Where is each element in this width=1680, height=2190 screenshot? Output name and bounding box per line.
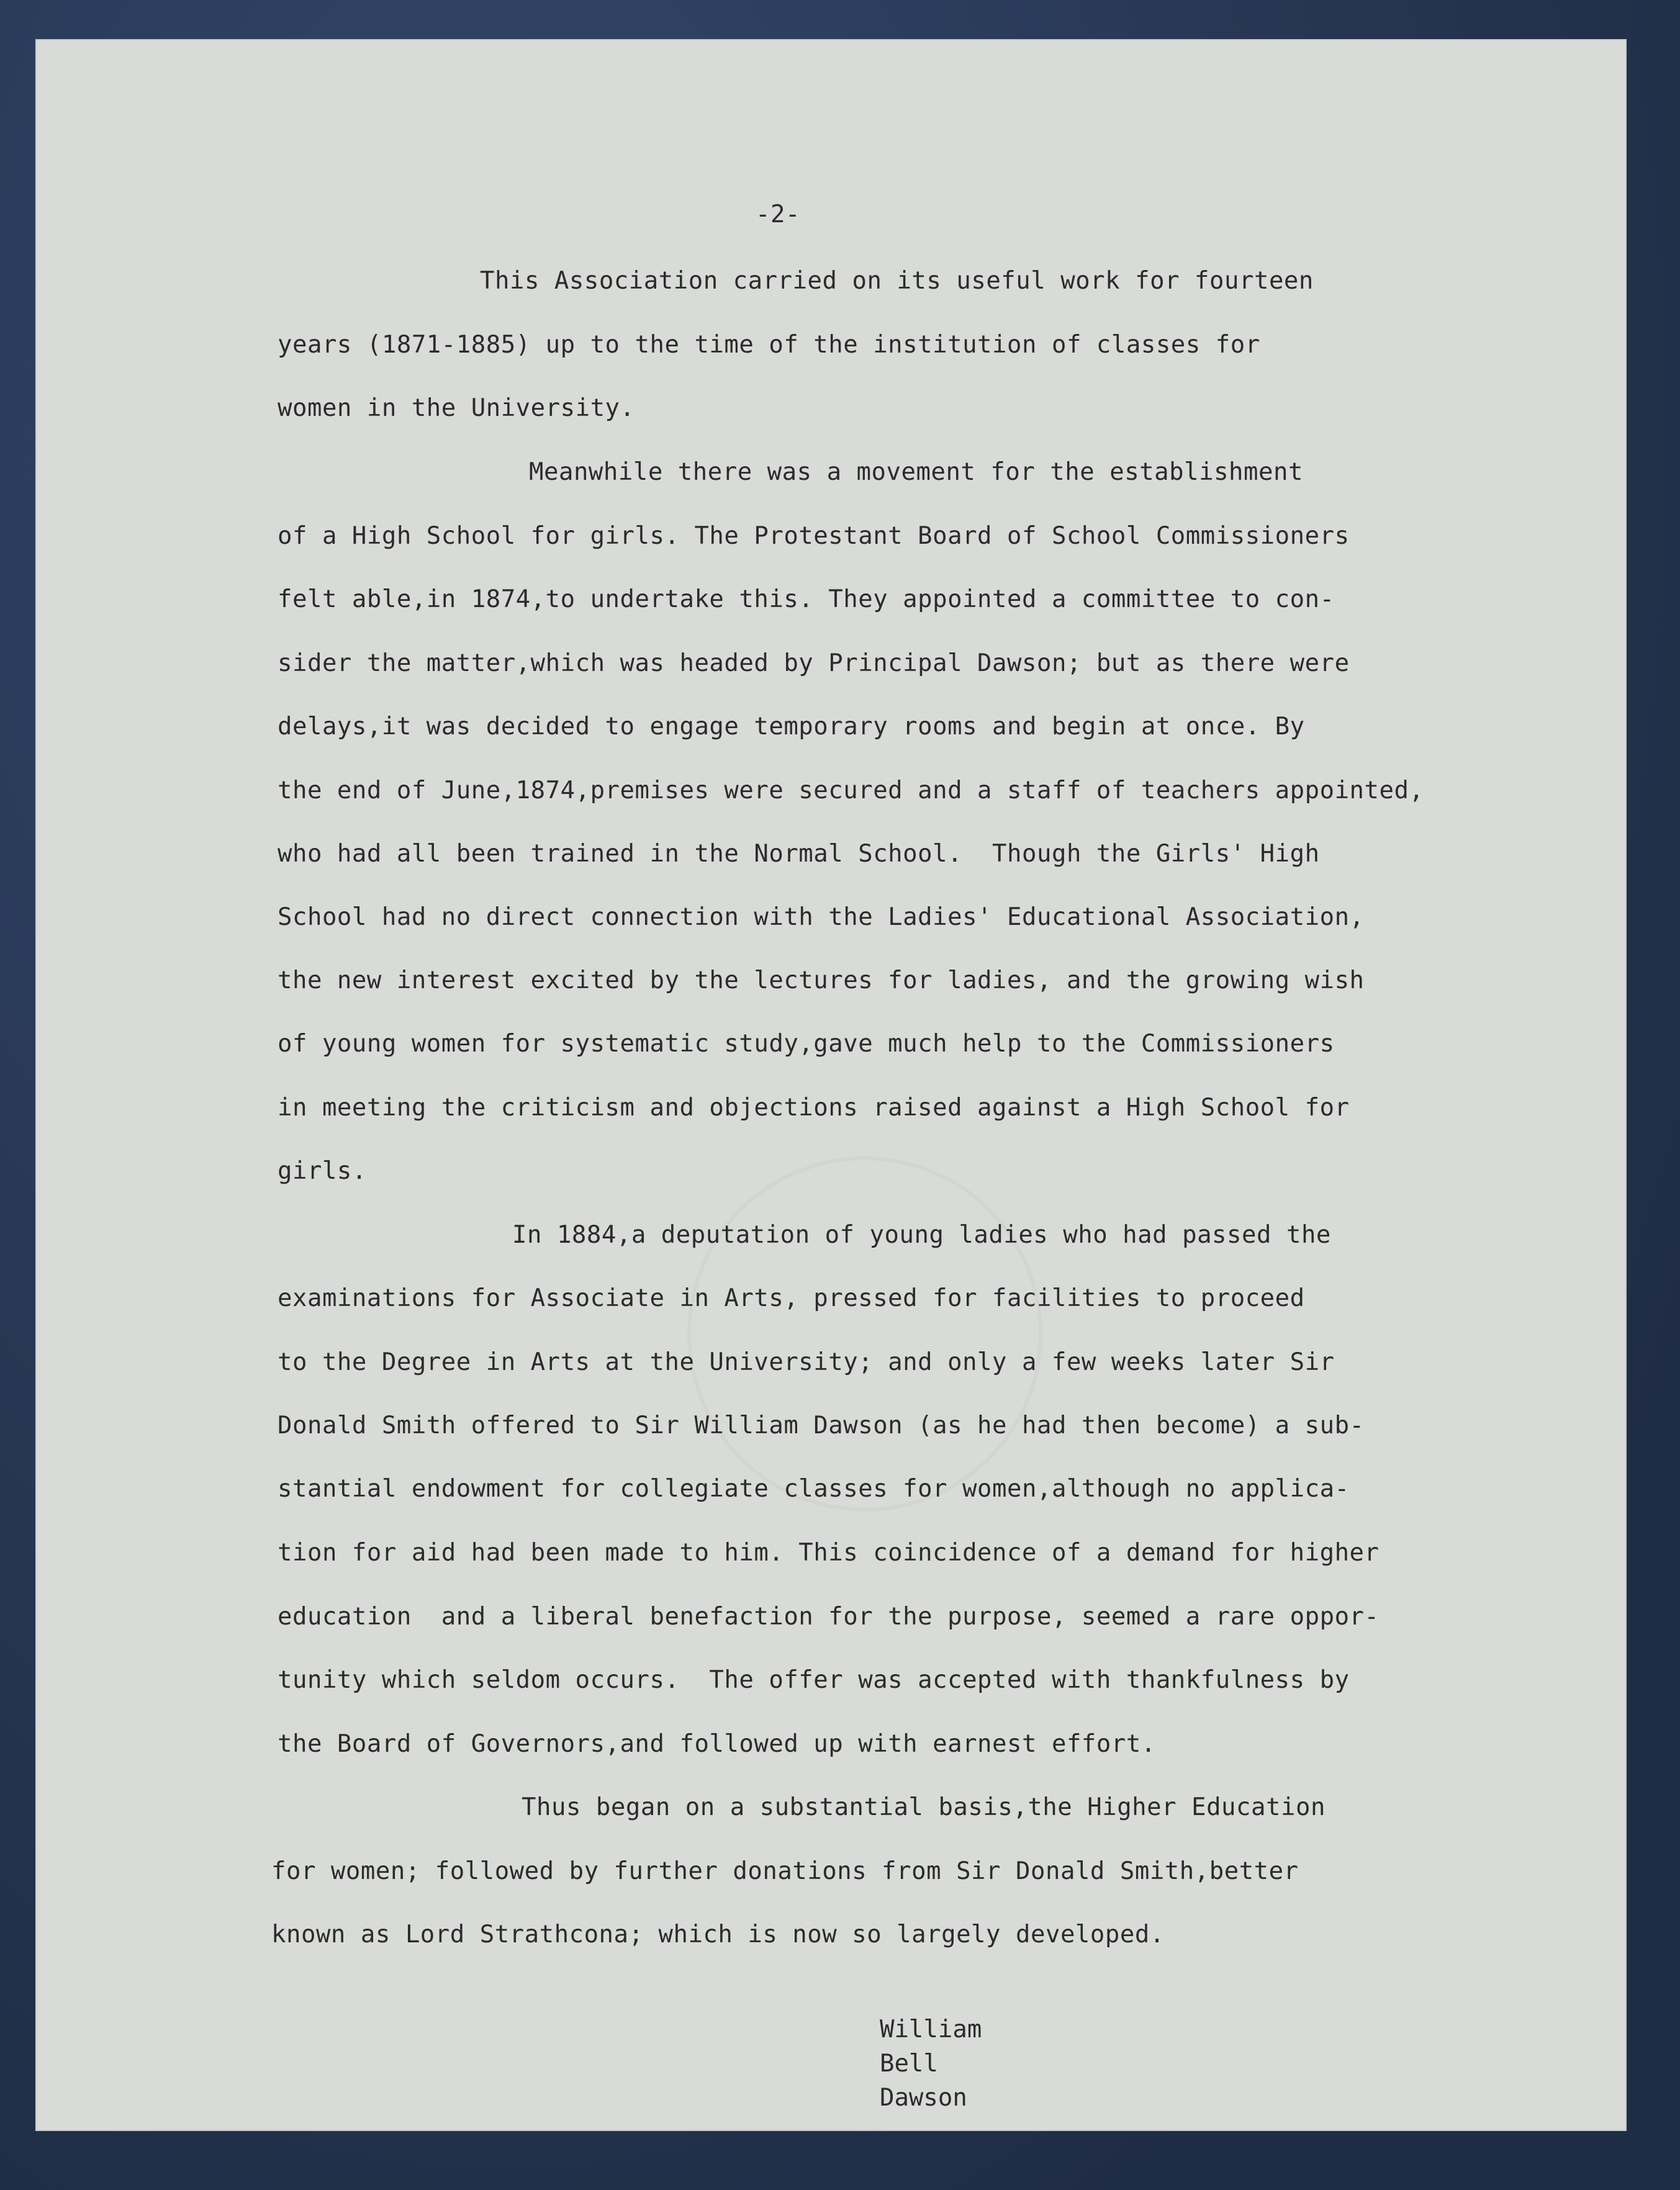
paragraph-line: for women; followed by further donations from Sir Donald Smith,better (271, 1857, 1299, 1885)
paragraph-line: felt able,in 1874,to undertake this. They appointed a committee to con- (278, 585, 1335, 613)
paragraph-line: in meeting the criticism and objections raised against a High School for (278, 1094, 1350, 1122)
paragraph-line: In 1884,a deputation of young ladies who had passed the (512, 1221, 1331, 1249)
paragraph-line: Donald Smith offered to Sir William Dawson (as he had then become) a sub- (278, 1412, 1365, 1440)
paragraph-line: sider the matter,which was headed by Principal Dawson; but as there were (278, 649, 1350, 677)
paragraph-line: the end of June,1874,premises were secured and a staff of teachers appointed, (278, 777, 1424, 804)
paragraph-line: tion for aid had been made to him. This coincidence of a demand for higher (278, 1539, 1380, 1567)
signature-first-name: William (879, 2016, 982, 2044)
paragraph-line: examinations for Associate in Arts, pressed for facilities to proceed (278, 1284, 1305, 1312)
signature-block (851, 1994, 982, 2112)
paragraph-line: the new interest excited by the lectures for ladies, and the growing wish (278, 967, 1365, 994)
paragraph-line: women in the University. (278, 394, 635, 422)
paragraph-line: School had no direct connection with the Ladies' Educational Association, (278, 903, 1365, 931)
paragraph-line: who had all been trained in the Normal School. Though the Girls' High (278, 840, 1320, 868)
paragraph-line: years (1871-1885) up to the time of the institution of classes for (278, 331, 1260, 359)
signature-middle-name: Bell (879, 2050, 938, 2078)
paragraph-line: education and a liberal benefaction for the purpose, seemed a rare oppor- (278, 1603, 1380, 1631)
paragraph-line: This Association carried on its useful work for fourteen (480, 267, 1314, 295)
paragraph-line: girls. (278, 1157, 367, 1185)
paragraph-line: Meanwhile there was a movement for the establishment (529, 458, 1303, 486)
paragraph-line: of young women for systematic study,gave much help to the Commissioners (278, 1030, 1335, 1058)
paragraph-line: stantial endowment for collegiate classes for women,although no applica- (278, 1475, 1350, 1503)
signature-last-name: Dawson (879, 2084, 967, 2112)
paragraph-line: delays,it was decided to engage temporary rooms and begin at once. By (278, 713, 1305, 741)
paragraph-line: of a High School for girls. The Protestant Board of School Commissioners (278, 522, 1350, 550)
paragraph-line: the Board of Governors,and followed up with earnest effort. (278, 1730, 1156, 1758)
paragraph-line: Thus began on a substantial basis,the Higher Education (522, 1793, 1325, 1821)
paragraph-line: tunity which seldom occurs. The offer was accepted with thankfulness by (278, 1666, 1350, 1694)
page-number: -2- (756, 201, 800, 228)
paragraph-line: to the Degree in Arts at the University; and only a few weeks later Sir (278, 1348, 1335, 1376)
paragraph-line: known as Lord Strathcona; which is now so largely developed. (271, 1921, 1165, 1949)
